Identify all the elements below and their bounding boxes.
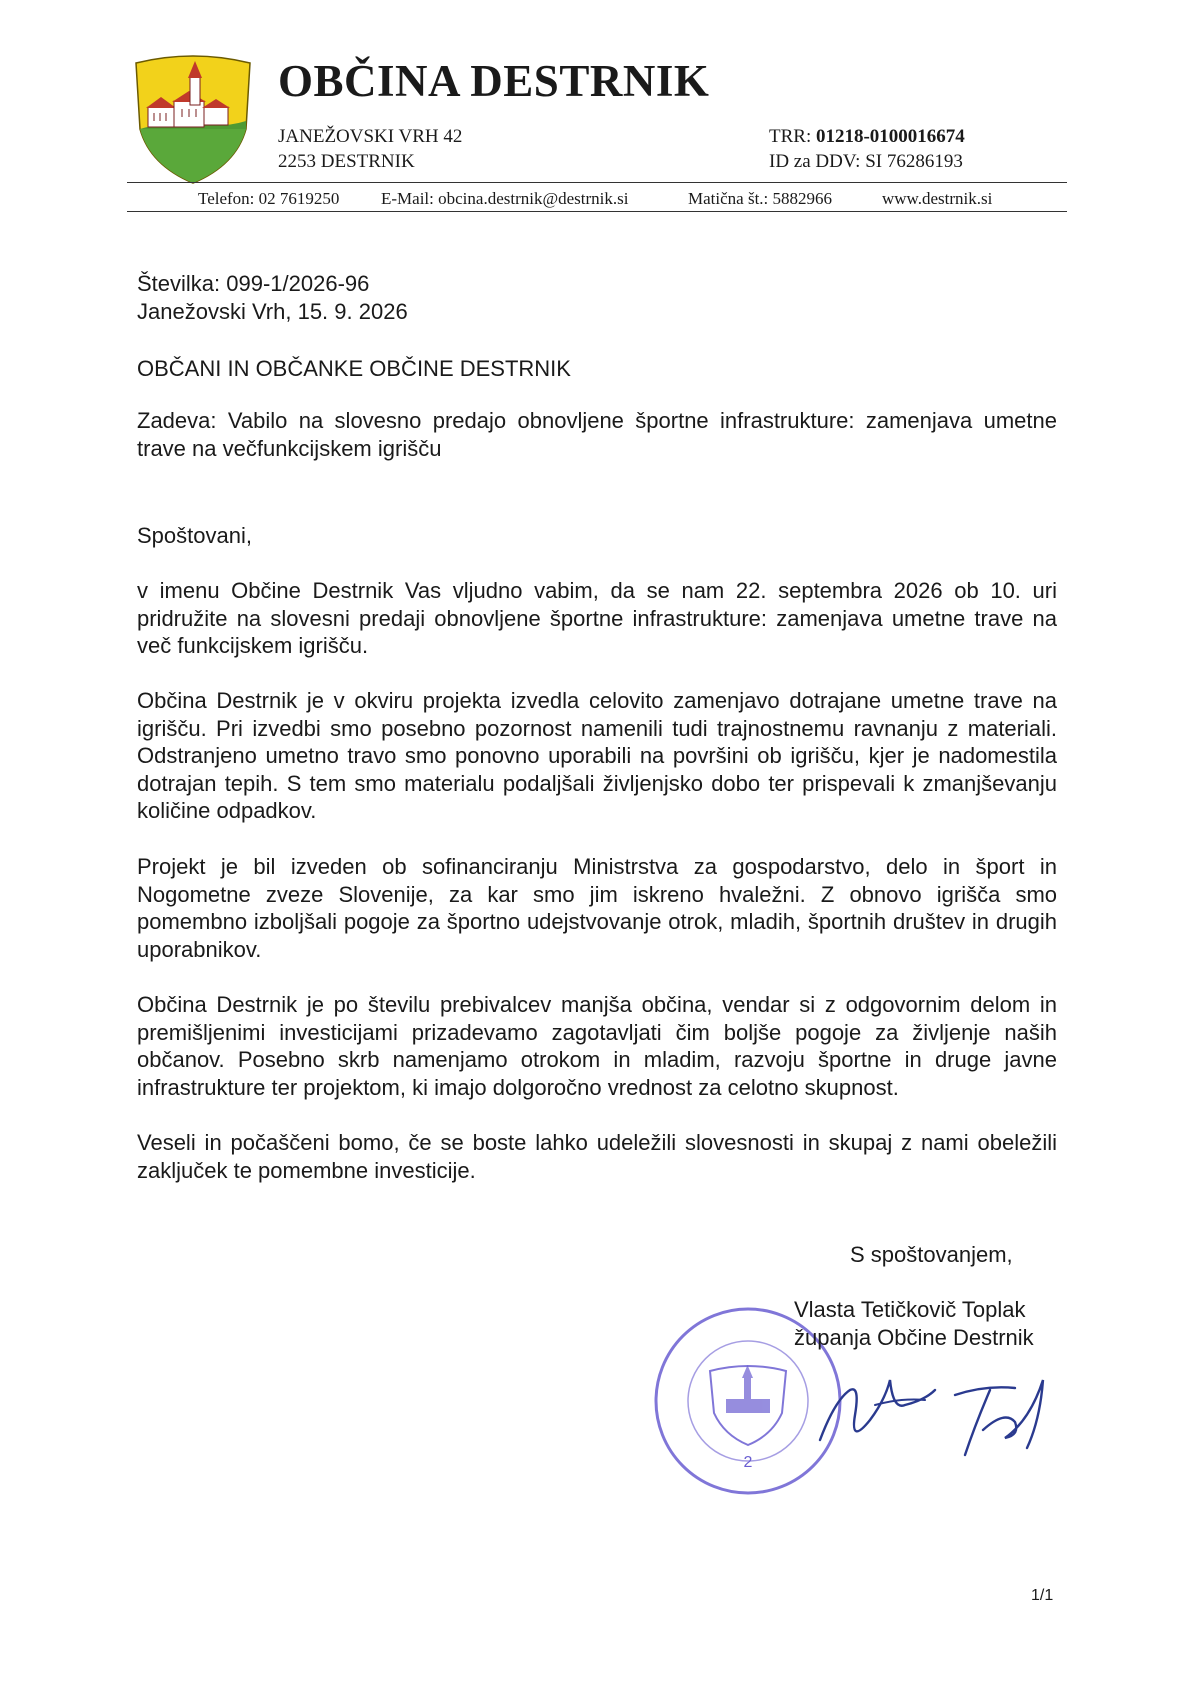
closing: S spoštovanjem, (850, 1242, 1013, 1267)
contact-website[interactable]: www.destrnik.si (882, 189, 993, 208)
address-street: JANEŽOVSKI VRH 42 (278, 126, 463, 147)
stamp-number: 2 (743, 1454, 753, 1471)
recipient: OBČANI IN OBČANKE OBČINE DESTRNIK (137, 356, 571, 381)
bank-info (769, 124, 965, 174)
trr-label: TRR: (769, 126, 816, 147)
signer-block (794, 1296, 1034, 1352)
trr-line (769, 124, 965, 149)
trr-value: 01218-0100016674 (815, 126, 965, 147)
paragraph: Projekt je bil izveden ob sofinanciranju Ministrstva za gospodarstvo, delo in šport in Nogometne zveze Slovenije, za kar smo jim iskreno hvaležni. Z obnovo igrišča smo pomembno izboljšali pogoje za športno udejstvovanje otrok, mladih, športnih društev in drugih uporabnikov. (137, 854, 1057, 962)
contact-phone: Telefon: 02 7619250 (198, 189, 340, 208)
paragraph: v imenu Občine Destrnik Vas vljudno vabim, da se nam 22. septembra 2026 ob 10. uri pridružite na slovesni predaji obnovljene športne infrastrukture: zamenjava umetne trave na več funkcijskem igrišču. (137, 578, 1057, 658)
paragraph: Občina Destrnik je v okviru projekta izvedla celovito zamenjavo dotrajane umetne trave na igrišču. Pri izvedbi smo posebno pozornost namenili tudi trajnostnemu ravnanju z materiali. Odstranjeno umetno travo smo ponovno uporabili na površini ob igrišču, kjer je nadomestila dotrajan tepih. S tem smo materialu podaljšali življenjsko dobo ter prispevali k zmanjševanju količine odpadkov. (137, 688, 1057, 823)
municipality-address (278, 124, 462, 174)
municipal-crest-icon (132, 55, 254, 187)
header-divider-bottom (127, 211, 1067, 212)
signer-name: Vlasta Tetičkovič Toplak (794, 1297, 1026, 1322)
paragraph: Občina Destrnik je po številu prebivalcev manjša občina, vendar si z odgovornim delom in premišljenimi investicijami prizadevamo zagotavljati čim boljše pogoje za življenje naših občanov. Posebno skrb namenjamo otrokom in mladim, razvoju športne in druge javne infrastrukture ter projektom, ki imajo dolgoročno vrednost za celotno skupnost. (137, 992, 1057, 1100)
subject-line: Zadeva: Vabilo na slovesno predajo obnovljene športne infrastrukture: zamenjava umetne trave na večfunkcijskem igrišču (137, 408, 1057, 461)
handwritten-signature-icon (815, 1360, 1055, 1460)
header-divider-top (127, 182, 1067, 183)
municipality-name: OBČINA DESTRNIK (278, 56, 710, 106)
page-number: 1/1 (1031, 1587, 1054, 1604)
greeting: Spoštovani, (137, 523, 252, 548)
paragraph: Veseli in počaščeni bomo, če se boste lahko udeležili slovesnosti in skupaj z nami obeležili zaključek te pomembne investicije. (137, 1130, 1057, 1183)
vat-id: ID za DDV: SI 76286193 (769, 151, 963, 172)
place-and-date: Janežovski Vrh, 15. 9. 2026 (137, 298, 408, 324)
document-number: Številka: 099-1/2026-96 (137, 271, 370, 296)
letter-meta (137, 270, 1057, 325)
contact-email[interactable]: E-Mail: obcina.destrnik@destrnik.si (381, 189, 629, 208)
address-postcode: 2253 DESTRNIK (278, 151, 415, 172)
signer-title: županja Občine Destrnik (794, 1325, 1034, 1350)
contact-registration-number: Matična št.: 5882966 (688, 189, 833, 208)
